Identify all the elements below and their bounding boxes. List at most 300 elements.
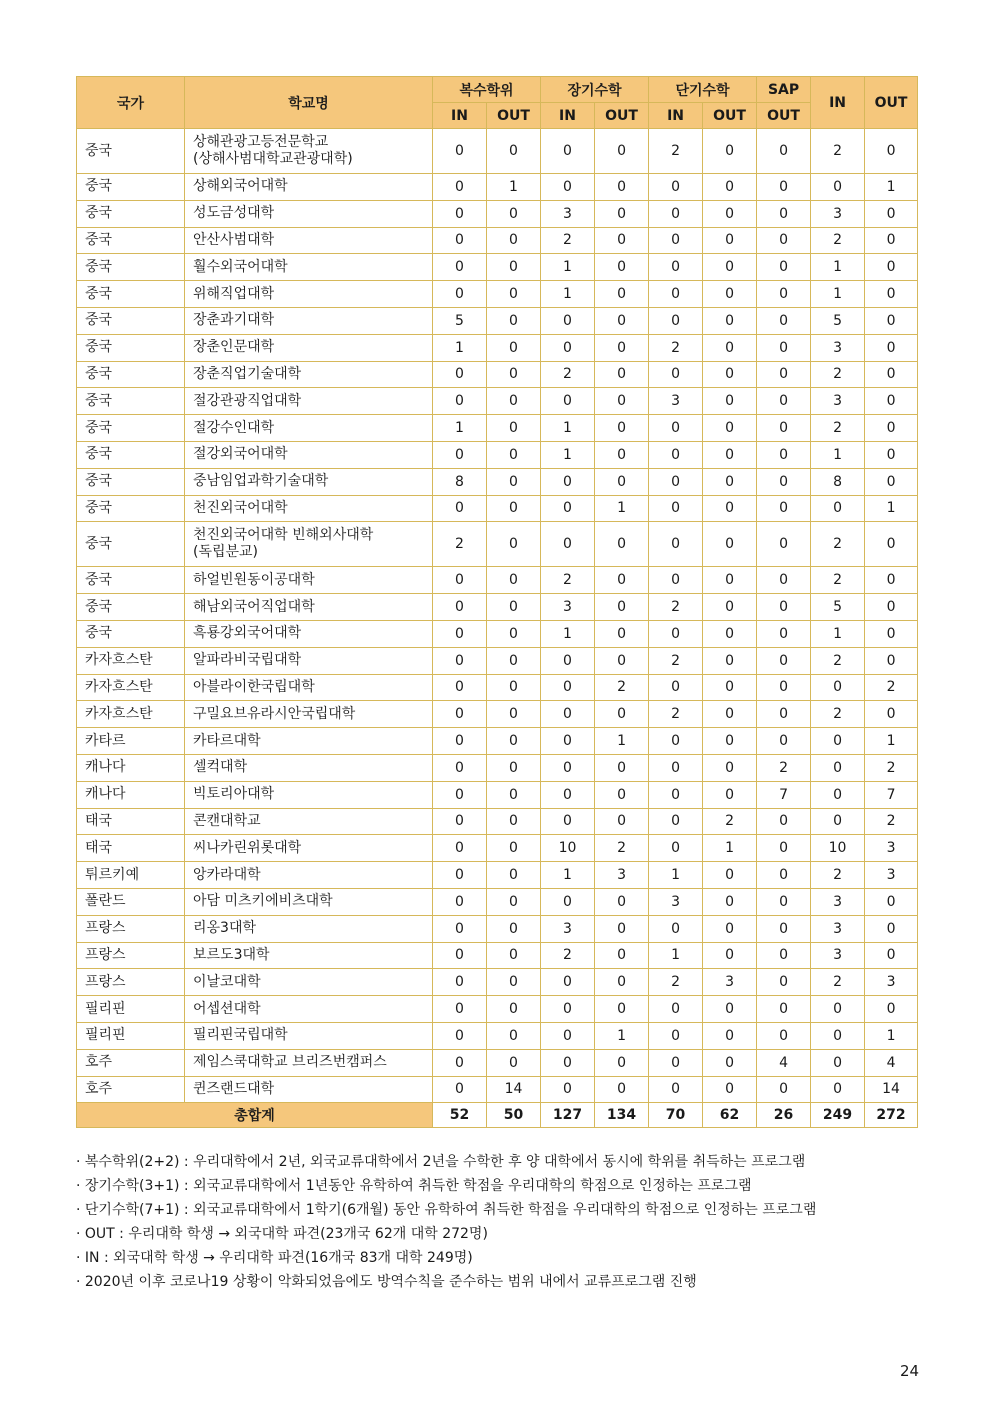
value-cell: 0 [865, 415, 918, 442]
value-cell: 0 [757, 728, 811, 755]
value-cell: 0 [757, 594, 811, 621]
value-cell: 0 [865, 522, 918, 567]
value-cell: 0 [487, 754, 541, 781]
value-cell: 0 [865, 334, 918, 361]
value-cell: 1 [811, 620, 865, 647]
value-cell: 0 [433, 1022, 487, 1049]
table-row [77, 835, 918, 862]
country-cell: 중국 [77, 620, 185, 647]
value-cell: 0 [703, 254, 757, 281]
value-cell: 0 [757, 996, 811, 1023]
value-cell: 0 [703, 1076, 757, 1103]
school-cell: 천진외국어대학 빈해외사대학 (독립분교) [185, 522, 433, 567]
table-row [77, 441, 918, 468]
value-cell: 0 [487, 334, 541, 361]
value-cell: 0 [649, 835, 703, 862]
value-cell: 2 [865, 754, 918, 781]
value-cell: 1 [649, 862, 703, 889]
value-cell: 0 [487, 441, 541, 468]
table-row [77, 915, 918, 942]
school-cell: 절강외국어대학 [185, 441, 433, 468]
value-cell: 0 [649, 728, 703, 755]
value-cell: 0 [811, 174, 865, 201]
value-cell: 0 [703, 361, 757, 388]
page-number: 24 [900, 1362, 920, 1380]
value-cell: 0 [703, 415, 757, 442]
value-cell: 0 [433, 200, 487, 227]
value-cell: 0 [433, 281, 487, 308]
value-cell: 0 [757, 129, 811, 174]
value-cell: 2 [811, 522, 865, 567]
value-cell: 0 [649, 674, 703, 701]
value-cell: 2 [757, 754, 811, 781]
country-cell: 중국 [77, 334, 185, 361]
note-line: · 2020년 이후 코로나19 상황이 악화되었음에도 방역수칙을 준수하는 범위 내에서 교류프로그램 진행 [76, 1274, 697, 1290]
total-cell: 134 [595, 1103, 649, 1128]
value-cell: 0 [757, 567, 811, 594]
value-cell: 3 [541, 594, 595, 621]
value-cell: 0 [703, 1049, 757, 1076]
country-cell: 중국 [77, 174, 185, 201]
value-cell: 0 [865, 200, 918, 227]
table-row [77, 227, 918, 254]
table-row [77, 1022, 918, 1049]
value-cell: 0 [649, 415, 703, 442]
value-cell: 0 [487, 915, 541, 942]
table-row [77, 388, 918, 415]
value-cell: 0 [541, 468, 595, 495]
value-cell: 7 [865, 781, 918, 808]
value-cell: 0 [757, 227, 811, 254]
header-group-short-term: 단기수학 [649, 77, 757, 103]
school-cell: 상해관광고등전문학교 (상해사범대학교관광대학) [185, 129, 433, 174]
value-cell: 0 [757, 969, 811, 996]
value-cell: 0 [433, 495, 487, 522]
value-cell: 0 [649, 1049, 703, 1076]
value-cell: 0 [649, 1076, 703, 1103]
school-cell: 아담 미츠키에비츠대학 [185, 888, 433, 915]
country-cell: 카자흐스탄 [77, 701, 185, 728]
value-cell: 0 [757, 495, 811, 522]
value-cell: 2 [541, 227, 595, 254]
header-sub-cell: OUT [487, 103, 541, 129]
value-cell: 0 [487, 281, 541, 308]
value-cell: 0 [433, 942, 487, 969]
value-cell: 1 [865, 1022, 918, 1049]
value-cell: 0 [595, 441, 649, 468]
school-cell: 장춘과기대학 [185, 307, 433, 334]
value-cell: 0 [757, 388, 811, 415]
school-cell: 씨나카린위롯대학 [185, 835, 433, 862]
value-cell: 0 [703, 888, 757, 915]
value-cell: 0 [757, 808, 811, 835]
school-cell: 리옹3대학 [185, 915, 433, 942]
value-cell: 3 [865, 862, 918, 889]
value-cell: 1 [541, 254, 595, 281]
table-row [77, 701, 918, 728]
value-cell: 0 [703, 174, 757, 201]
value-cell: 0 [649, 495, 703, 522]
value-cell: 0 [649, 754, 703, 781]
table-row [77, 281, 918, 308]
country-cell: 태국 [77, 808, 185, 835]
value-cell: 3 [811, 334, 865, 361]
value-cell: 0 [865, 254, 918, 281]
value-cell: 2 [811, 862, 865, 889]
table-row [77, 174, 918, 201]
value-cell: 0 [595, 567, 649, 594]
value-cell: 0 [433, 835, 487, 862]
header-sub-cell: IN [433, 103, 487, 129]
note-line: · IN : 외국대학 학생 → 우리대학 파견(16개국 83개 대학 249명) [76, 1250, 473, 1266]
value-cell: 0 [595, 174, 649, 201]
value-cell: 3 [541, 915, 595, 942]
value-cell: 0 [757, 862, 811, 889]
value-cell: 0 [649, 281, 703, 308]
value-cell: 1 [541, 620, 595, 647]
value-cell: 2 [811, 969, 865, 996]
value-cell: 10 [811, 835, 865, 862]
value-cell: 2 [811, 227, 865, 254]
value-cell: 0 [595, 647, 649, 674]
value-cell: 0 [595, 808, 649, 835]
value-cell: 0 [433, 996, 487, 1023]
value-cell: 0 [595, 942, 649, 969]
value-cell: 0 [757, 174, 811, 201]
value-cell: 1 [811, 254, 865, 281]
value-cell: 0 [703, 495, 757, 522]
value-cell: 0 [595, 227, 649, 254]
country-cell: 캐나다 [77, 754, 185, 781]
country-cell: 중국 [77, 254, 185, 281]
value-cell: 0 [703, 1022, 757, 1049]
value-cell: 0 [865, 129, 918, 174]
value-cell: 0 [595, 594, 649, 621]
value-cell: 0 [703, 620, 757, 647]
value-cell: 0 [703, 754, 757, 781]
value-cell: 0 [757, 361, 811, 388]
value-cell: 0 [487, 728, 541, 755]
country-cell: 필리핀 [77, 996, 185, 1023]
value-cell: 0 [487, 620, 541, 647]
value-cell: 0 [541, 781, 595, 808]
table-row [77, 254, 918, 281]
country-cell: 튀르키예 [77, 862, 185, 889]
value-cell: 0 [757, 915, 811, 942]
note-line: · 복수학위(2+2) : 우리대학에서 2년, 외국교류대학에서 2년을 수학한 후 양 대학에서 동시에 학위를 취득하는 프로그램 [76, 1154, 806, 1170]
value-cell: 0 [487, 415, 541, 442]
value-cell: 0 [757, 1076, 811, 1103]
value-cell: 0 [595, 915, 649, 942]
value-cell: 1 [487, 174, 541, 201]
country-cell: 중국 [77, 361, 185, 388]
table-row [77, 567, 918, 594]
value-cell: 0 [703, 567, 757, 594]
value-cell: 0 [865, 594, 918, 621]
table-row [77, 754, 918, 781]
value-cell: 0 [649, 567, 703, 594]
school-cell: 중남임업과학기술대학 [185, 468, 433, 495]
value-cell: 0 [595, 996, 649, 1023]
value-cell: 0 [541, 808, 595, 835]
school-cell: 제임스쿡대학교 브리즈번캠퍼스 [185, 1049, 433, 1076]
table-row [77, 728, 918, 755]
value-cell: 1 [595, 1022, 649, 1049]
value-cell: 1 [811, 281, 865, 308]
value-cell: 1 [541, 415, 595, 442]
value-cell: 0 [433, 388, 487, 415]
country-cell: 중국 [77, 281, 185, 308]
value-cell: 0 [595, 969, 649, 996]
value-cell: 0 [811, 495, 865, 522]
value-cell: 0 [487, 254, 541, 281]
value-cell: 0 [595, 754, 649, 781]
value-cell: 0 [703, 915, 757, 942]
school-cell: 필리핀국립대학 [185, 1022, 433, 1049]
value-cell: 2 [811, 361, 865, 388]
value-cell: 0 [433, 441, 487, 468]
country-cell: 태국 [77, 835, 185, 862]
table-row [77, 969, 918, 996]
value-cell: 0 [865, 307, 918, 334]
value-cell: 0 [487, 862, 541, 889]
value-cell: 0 [433, 361, 487, 388]
value-cell: 2 [541, 361, 595, 388]
country-cell: 중국 [77, 129, 185, 174]
value-cell: 0 [811, 808, 865, 835]
school-cell: 콘캔대학교 [185, 808, 433, 835]
value-cell: 0 [703, 647, 757, 674]
country-cell: 중국 [77, 388, 185, 415]
table-row [77, 334, 918, 361]
school-cell: 성도금성대학 [185, 200, 433, 227]
school-cell: 아블라이한국립대학 [185, 674, 433, 701]
value-cell: 0 [649, 522, 703, 567]
value-cell: 0 [865, 468, 918, 495]
value-cell: 0 [757, 942, 811, 969]
country-cell: 카자흐스탄 [77, 674, 185, 701]
value-cell: 0 [703, 468, 757, 495]
value-cell: 0 [865, 361, 918, 388]
value-cell: 0 [487, 701, 541, 728]
value-cell: 0 [595, 781, 649, 808]
value-cell: 0 [649, 441, 703, 468]
value-cell: 7 [757, 781, 811, 808]
school-cell: 셀컥대학 [185, 754, 433, 781]
value-cell: 3 [811, 888, 865, 915]
school-cell: 퀸즈랜드대학 [185, 1076, 433, 1103]
value-cell: 0 [757, 415, 811, 442]
value-cell: 1 [811, 441, 865, 468]
value-cell: 0 [595, 388, 649, 415]
value-cell: 0 [487, 468, 541, 495]
header-sub-cell: OUT [595, 103, 649, 129]
header-country: 국가 [77, 77, 185, 129]
value-cell: 0 [595, 1049, 649, 1076]
school-cell: 이날코대학 [185, 969, 433, 996]
value-cell: 0 [703, 334, 757, 361]
header-total-out: OUT [865, 77, 918, 129]
value-cell: 0 [649, 307, 703, 334]
value-cell: 0 [541, 129, 595, 174]
value-cell: 0 [649, 808, 703, 835]
table-row [77, 468, 918, 495]
value-cell: 0 [757, 674, 811, 701]
table-row [77, 781, 918, 808]
total-cell: 272 [865, 1103, 918, 1128]
value-cell: 0 [433, 888, 487, 915]
value-cell: 0 [811, 781, 865, 808]
header-sub-cell: IN [649, 103, 703, 129]
school-cell: 훨수외국어대학 [185, 254, 433, 281]
school-cell: 어셉션대학 [185, 996, 433, 1023]
value-cell: 1 [595, 495, 649, 522]
value-cell: 2 [649, 701, 703, 728]
table-row [77, 888, 918, 915]
value-cell: 0 [595, 281, 649, 308]
value-cell: 0 [595, 361, 649, 388]
value-cell: 0 [865, 942, 918, 969]
school-cell: 구밀요브유라시안국립대학 [185, 701, 433, 728]
value-cell: 0 [757, 334, 811, 361]
value-cell: 0 [541, 647, 595, 674]
value-cell: 0 [703, 200, 757, 227]
country-cell: 카자흐스탄 [77, 647, 185, 674]
value-cell: 0 [433, 1049, 487, 1076]
value-cell: 0 [703, 862, 757, 889]
value-cell: 0 [487, 835, 541, 862]
value-cell: 0 [541, 888, 595, 915]
note-line: · 단기수학(7+1) : 외국교류대학에서 1학기(6개월) 동안 유학하여 취득한 학점을 우리대학의 학점으로 인정하는 프로그램 [76, 1202, 817, 1218]
value-cell: 0 [487, 227, 541, 254]
value-cell: 0 [487, 674, 541, 701]
value-cell: 1 [541, 281, 595, 308]
value-cell: 3 [703, 969, 757, 996]
school-cell: 안산사범대학 [185, 227, 433, 254]
value-cell: 0 [703, 522, 757, 567]
value-cell: 0 [811, 728, 865, 755]
value-cell: 2 [649, 969, 703, 996]
value-cell: 1 [865, 174, 918, 201]
value-cell: 2 [541, 567, 595, 594]
school-cell: 절강관광직업대학 [185, 388, 433, 415]
value-cell: 0 [757, 620, 811, 647]
country-cell: 중국 [77, 468, 185, 495]
value-cell: 1 [649, 942, 703, 969]
value-cell: 1 [595, 728, 649, 755]
value-cell: 0 [487, 1022, 541, 1049]
notes [76, 1150, 926, 1294]
value-cell: 0 [865, 567, 918, 594]
value-cell: 5 [433, 307, 487, 334]
value-cell: 0 [595, 1076, 649, 1103]
note-line: · OUT : 우리대학 학생 → 외국대학 파견(23개국 62개 대학 272명) [76, 1226, 488, 1242]
value-cell: 0 [487, 361, 541, 388]
value-cell: 0 [757, 468, 811, 495]
value-cell: 3 [865, 835, 918, 862]
value-cell: 3 [595, 862, 649, 889]
value-cell: 3 [541, 200, 595, 227]
table-row [77, 674, 918, 701]
value-cell: 0 [811, 1049, 865, 1076]
value-cell: 0 [541, 674, 595, 701]
value-cell: 0 [649, 915, 703, 942]
value-cell: 2 [811, 701, 865, 728]
value-cell: 0 [487, 996, 541, 1023]
table-row [77, 495, 918, 522]
header-sub-cell: OUT [757, 103, 811, 129]
value-cell: 0 [757, 647, 811, 674]
table-row [77, 942, 918, 969]
school-cell: 빅토리아대학 [185, 781, 433, 808]
value-cell: 0 [433, 674, 487, 701]
value-cell: 1 [865, 495, 918, 522]
value-cell: 0 [541, 969, 595, 996]
table-row [77, 594, 918, 621]
value-cell: 0 [433, 254, 487, 281]
value-cell: 2 [703, 808, 757, 835]
value-cell: 2 [649, 647, 703, 674]
value-cell: 0 [541, 701, 595, 728]
value-cell: 0 [541, 1076, 595, 1103]
value-cell: 0 [649, 227, 703, 254]
value-cell: 0 [487, 781, 541, 808]
value-cell: 0 [703, 388, 757, 415]
value-cell: 0 [757, 281, 811, 308]
value-cell: 0 [433, 620, 487, 647]
value-cell: 3 [811, 200, 865, 227]
value-cell: 0 [649, 781, 703, 808]
value-cell: 0 [433, 862, 487, 889]
value-cell: 1 [433, 415, 487, 442]
value-cell: 5 [811, 594, 865, 621]
school-cell: 카타르대학 [185, 728, 433, 755]
value-cell: 2 [811, 415, 865, 442]
value-cell: 0 [703, 781, 757, 808]
value-cell: 0 [541, 754, 595, 781]
value-cell: 2 [811, 129, 865, 174]
school-cell: 해남외국어직업대학 [185, 594, 433, 621]
country-cell: 중국 [77, 567, 185, 594]
value-cell: 0 [433, 174, 487, 201]
value-cell: 14 [865, 1076, 918, 1103]
value-cell: 0 [595, 200, 649, 227]
value-cell: 0 [703, 594, 757, 621]
value-cell: 0 [703, 701, 757, 728]
total-cell: 26 [757, 1103, 811, 1128]
value-cell: 0 [433, 728, 487, 755]
value-cell: 0 [595, 522, 649, 567]
school-cell: 절강수인대학 [185, 415, 433, 442]
country-cell: 중국 [77, 522, 185, 567]
header-group-double-degree: 복수학위 [433, 77, 541, 103]
value-cell: 0 [649, 1022, 703, 1049]
header-total-in: IN [811, 77, 865, 129]
school-cell: 알파라비국립대학 [185, 647, 433, 674]
header-school: 학교명 [185, 77, 433, 129]
value-cell: 0 [865, 441, 918, 468]
school-cell: 위해직업대학 [185, 281, 433, 308]
value-cell: 0 [811, 674, 865, 701]
value-cell: 0 [865, 388, 918, 415]
value-cell: 3 [811, 388, 865, 415]
value-cell: 14 [487, 1076, 541, 1103]
value-cell: 0 [433, 701, 487, 728]
value-cell: 1 [541, 441, 595, 468]
table-row [77, 647, 918, 674]
value-cell: 0 [649, 254, 703, 281]
value-cell: 0 [487, 942, 541, 969]
